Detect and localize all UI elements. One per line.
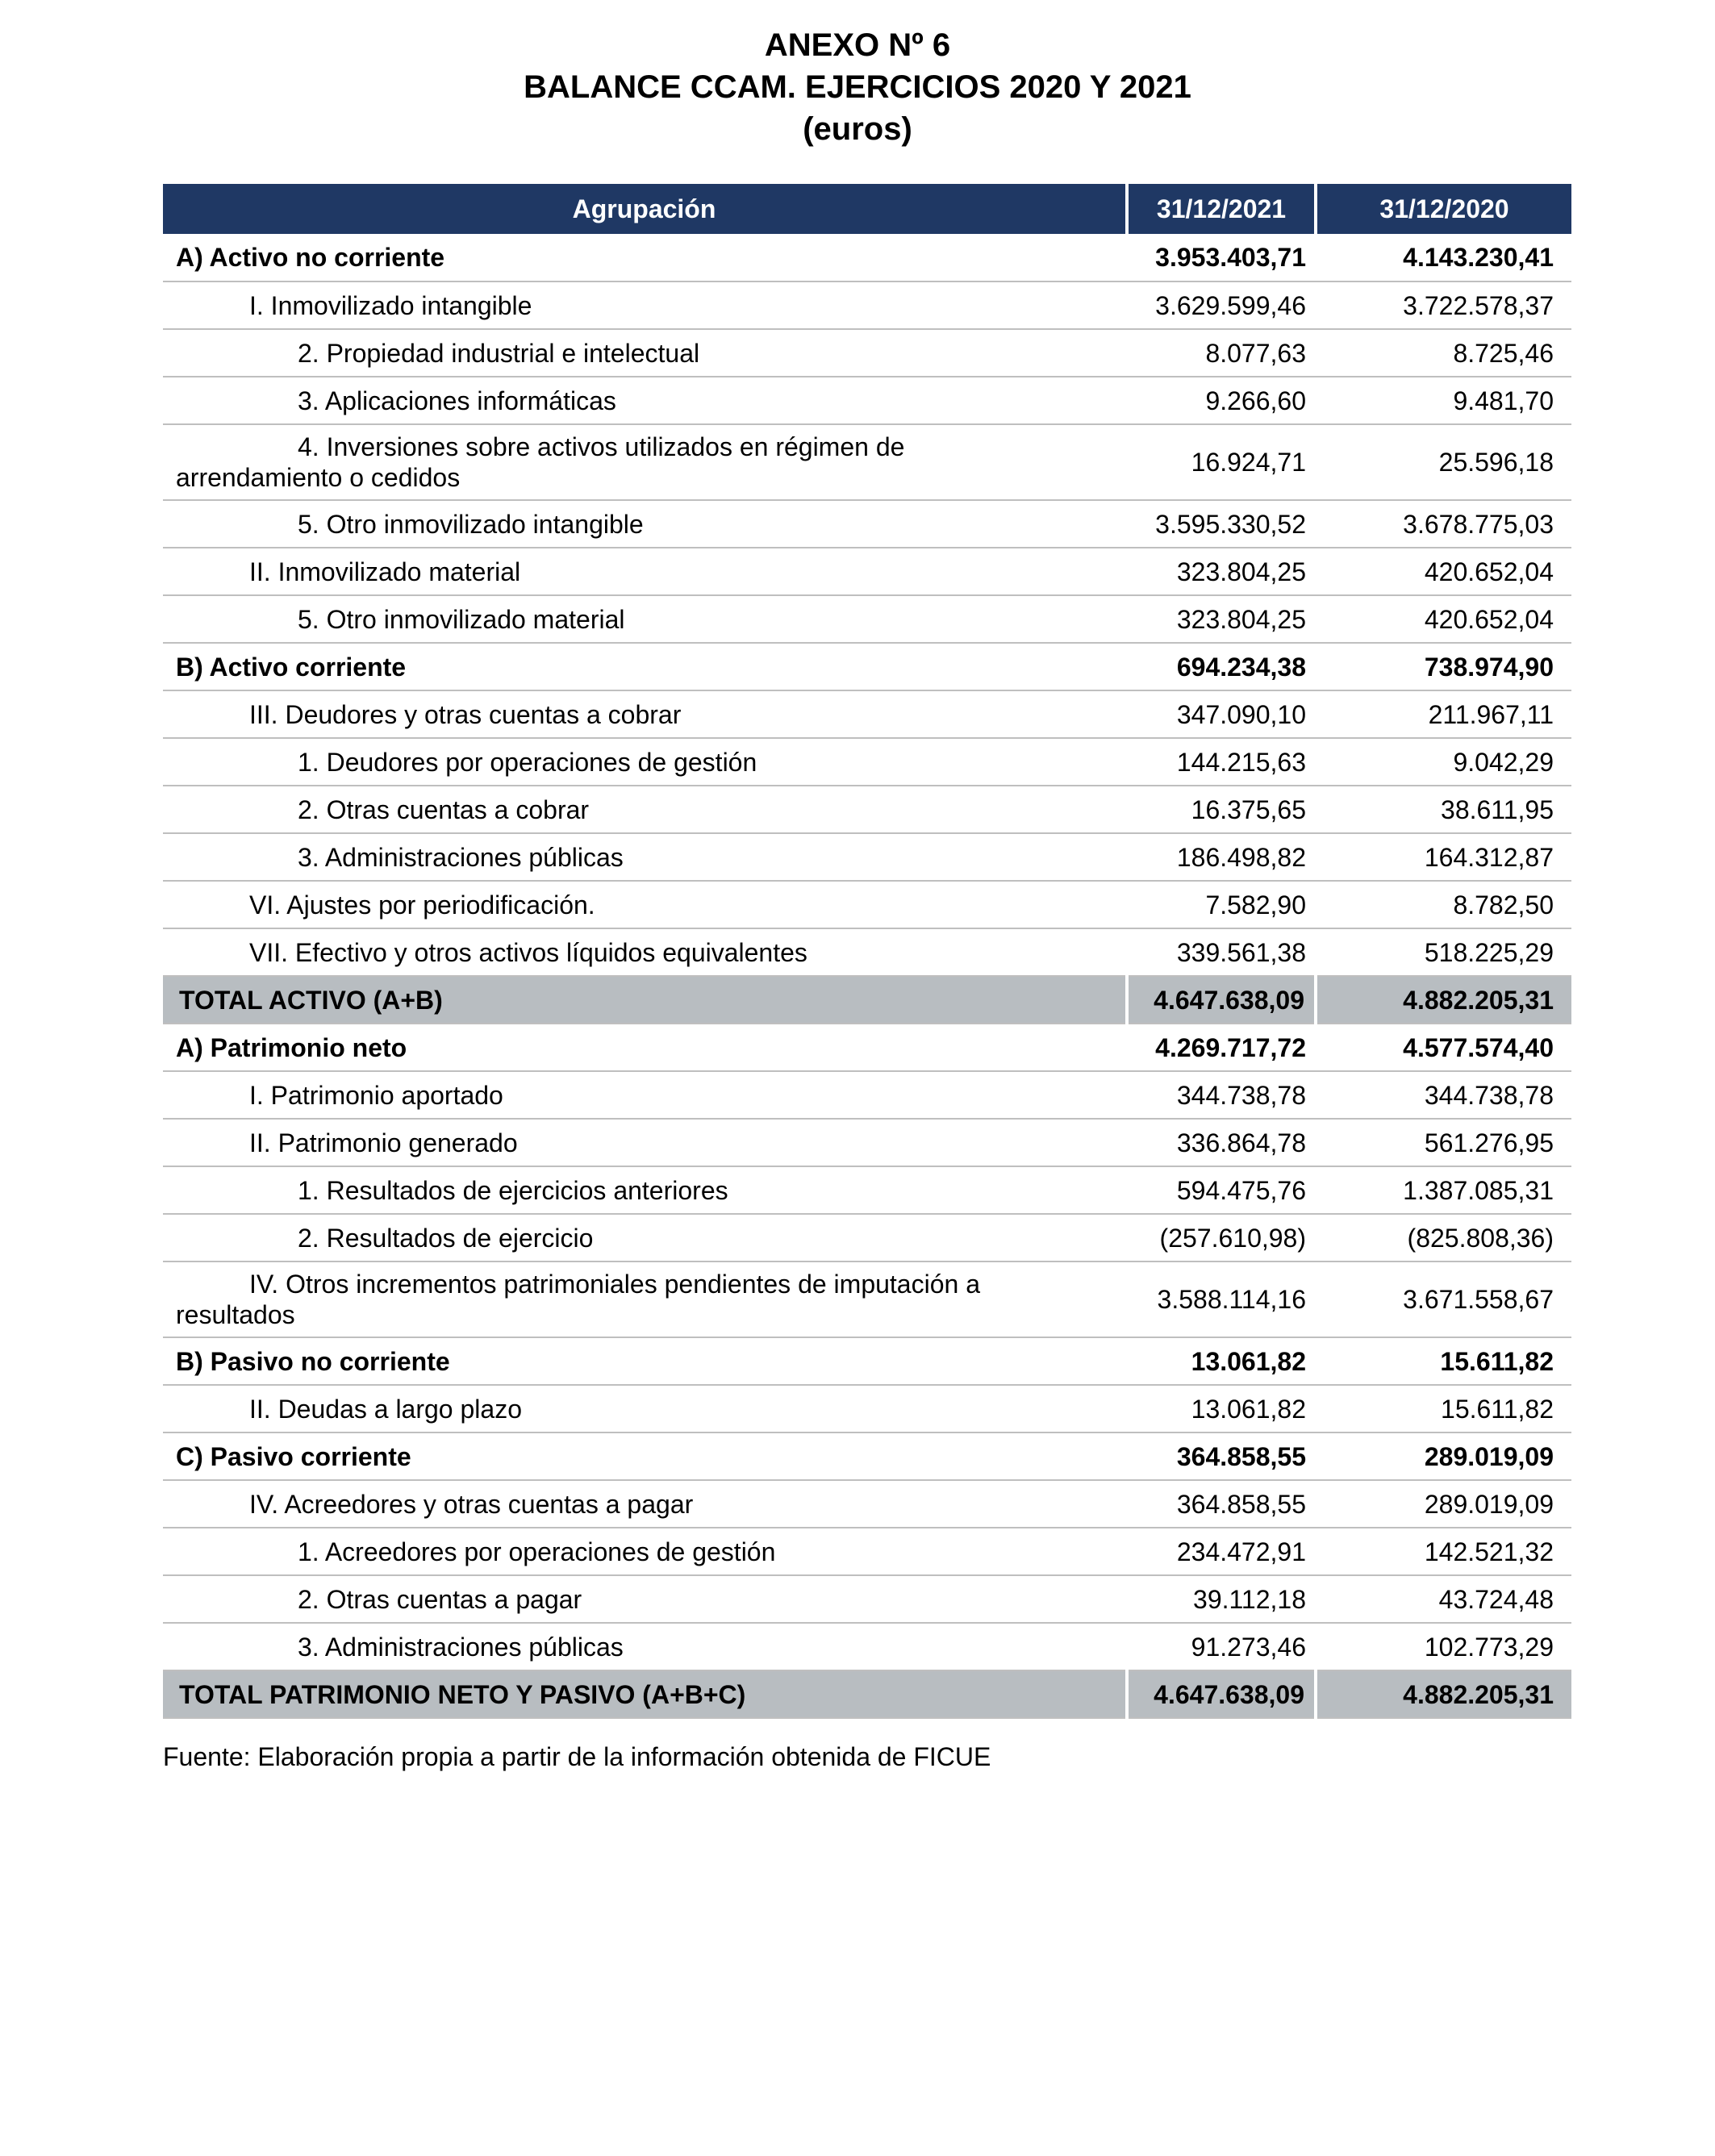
row-value-2020: 1.387.085,31 xyxy=(1403,1175,1554,1205)
row-value-2020: 4.143.230,41 xyxy=(1403,243,1554,272)
row-label: VI. Ajustes por periodificación. xyxy=(249,890,595,920)
row-label: A) Activo no corriente xyxy=(176,243,445,272)
row-value-2020: 9.042,29 xyxy=(1453,747,1554,777)
row-label: A) Patrimonio neto xyxy=(176,1032,407,1062)
balance-table xyxy=(163,184,1571,1719)
row-value-2021: 344.738,78 xyxy=(1176,1080,1306,1110)
source-note: Fuente: Elaboración propia a partir de la información obtenida de FICUE xyxy=(163,1742,991,1771)
row-label: 4. Inversiones sobre activos utilizados en régimen de arrendamiento o cedidos xyxy=(176,432,905,492)
table-row xyxy=(163,1024,1571,1071)
table-row xyxy=(163,1528,1571,1575)
table-row xyxy=(163,976,1571,1024)
row-label: 5. Otro inmovilizado material xyxy=(298,604,625,634)
title-line-balance: BALANCE CCAM. EJERCICIOS 2020 Y 2021 xyxy=(524,69,1191,105)
row-value-2021: 4.269.717,72 xyxy=(1155,1032,1306,1062)
row-value-2021: 364.858,55 xyxy=(1176,1489,1306,1519)
table-row xyxy=(163,377,1571,424)
row-value-2020: 3.671.558,67 xyxy=(1403,1285,1554,1314)
table-row xyxy=(163,1480,1571,1528)
table-row xyxy=(163,1166,1571,1214)
row-value-2020: 8.725,46 xyxy=(1453,338,1554,368)
row-value-2020: 8.782,50 xyxy=(1453,890,1554,920)
row-value-2021: 13.061,82 xyxy=(1191,1346,1306,1376)
row-value-2020: 738.974,90 xyxy=(1424,652,1554,682)
row-label: VII. Efectivo y otros activos líquidos equivalentes xyxy=(249,937,807,967)
document-title xyxy=(0,24,1715,150)
table-row xyxy=(163,548,1571,595)
row-value-2021: 91.273,46 xyxy=(1191,1632,1306,1662)
table-row xyxy=(163,786,1571,833)
row-value-2021: 3.588.114,16 xyxy=(1157,1285,1306,1314)
row-label: IV. Otros incrementos patrimoniales pendientes de imputación a resultados xyxy=(176,1270,980,1329)
row-label: IV. Acreedores y otras cuentas a pagar xyxy=(249,1489,694,1519)
row-label: II. Patrimonio generado xyxy=(249,1128,518,1157)
row-label: B) Activo corriente xyxy=(176,652,407,682)
row-value-2021: 339.561,38 xyxy=(1176,937,1306,967)
row-value-2021: 364.858,55 xyxy=(1176,1441,1306,1471)
column-header-2020: 31/12/2020 xyxy=(1316,184,1571,234)
table-row xyxy=(163,1432,1571,1480)
row-value-2021: 39.112,18 xyxy=(1193,1584,1306,1614)
row-value-2021: 7.582,90 xyxy=(1205,890,1306,920)
row-value-2021: 8.077,63 xyxy=(1205,338,1306,368)
table-row xyxy=(163,833,1571,881)
row-value-2020: 38.611,95 xyxy=(1441,794,1554,824)
row-label: 3. Administraciones públicas xyxy=(298,842,624,872)
row-value-2021: 3.595.330,52 xyxy=(1155,509,1306,539)
row-value-2021: 3.629.599,46 xyxy=(1155,290,1306,320)
row-value-2020: 25.596,18 xyxy=(1438,448,1554,477)
row-value-2021: 16.924,71 xyxy=(1191,448,1306,477)
table-row xyxy=(163,1623,1571,1670)
table-row xyxy=(163,690,1571,738)
column-header-2021: 31/12/2021 xyxy=(1127,184,1316,234)
table-row xyxy=(163,234,1571,281)
row-value-2021: 694.234,38 xyxy=(1176,652,1306,682)
row-value-2020: 3.722.578,37 xyxy=(1403,290,1554,320)
table-row xyxy=(163,500,1571,548)
row-label: 2. Resultados de ejercicio xyxy=(298,1223,594,1253)
row-label: TOTAL ACTIVO (A+B) xyxy=(163,976,1127,1024)
row-label: 5. Otro inmovilizado intangible xyxy=(298,509,644,539)
row-label: 3. Administraciones públicas xyxy=(298,1632,624,1662)
row-label: 2. Otras cuentas a cobrar xyxy=(298,794,590,824)
row-value-2020: (825.808,36) xyxy=(1407,1223,1554,1253)
table-header-row xyxy=(163,184,1571,234)
row-value-2020: 15.611,82 xyxy=(1441,1394,1554,1424)
row-value-2020: 420.652,04 xyxy=(1424,557,1554,586)
row-label: 1. Deudores por operaciones de gestión xyxy=(298,747,757,777)
row-value-2021: (257.610,98) xyxy=(1159,1223,1306,1253)
row-value-2021: 594.475,76 xyxy=(1176,1175,1306,1205)
table-row xyxy=(163,1337,1571,1385)
row-label: 3. Aplicaciones informáticas xyxy=(298,386,616,415)
title-line-currency: (euros) xyxy=(803,111,912,147)
row-label: C) Pasivo corriente xyxy=(176,1441,411,1471)
row-label: 2. Propiedad industrial e intelectual xyxy=(298,338,700,368)
row-label: I. Inmovilizado intangible xyxy=(249,290,532,320)
row-value-2020: 164.312,87 xyxy=(1424,842,1554,872)
row-value-2020: 4.577.574,40 xyxy=(1403,1032,1554,1062)
table-row xyxy=(163,881,1571,928)
row-label: III. Deudores y otras cuentas a cobrar xyxy=(249,699,682,729)
row-label: I. Patrimonio aportado xyxy=(249,1080,503,1110)
table-row xyxy=(163,1575,1571,1623)
row-value-2020: 420.652,04 xyxy=(1424,604,1554,634)
table-row xyxy=(163,643,1571,690)
table-row xyxy=(163,1261,1571,1337)
row-value-2020: 518.225,29 xyxy=(1424,937,1554,967)
row-value-2020: 289.019,09 xyxy=(1424,1489,1554,1519)
table-row xyxy=(163,329,1571,377)
row-label: II. Deudas a largo plazo xyxy=(249,1394,522,1424)
column-header-agrupacion: Agrupación xyxy=(163,184,1127,234)
table-row xyxy=(163,1071,1571,1119)
row-label: 1. Resultados de ejercicios anteriores xyxy=(298,1175,728,1205)
row-value-2020: 15.611,82 xyxy=(1440,1346,1554,1376)
table-row xyxy=(163,595,1571,643)
row-label: TOTAL PATRIMONIO NETO Y PASIVO (A+B+C) xyxy=(163,1670,1127,1718)
row-value-2020: 344.738,78 xyxy=(1424,1080,1554,1110)
row-value-2020: 43.724,48 xyxy=(1438,1584,1554,1614)
row-value-2021: 3.953.403,71 xyxy=(1155,243,1306,272)
row-value-2020: 142.521,32 xyxy=(1424,1537,1554,1566)
row-label: 2. Otras cuentas a pagar xyxy=(298,1584,582,1614)
row-value-2021: 323.804,25 xyxy=(1176,604,1306,634)
row-value-2020: 561.276,95 xyxy=(1424,1128,1554,1157)
table-row xyxy=(163,1670,1571,1718)
table-row xyxy=(163,928,1571,976)
row-value-2021: 13.061,82 xyxy=(1191,1394,1306,1424)
row-value-2021: 9.266,60 xyxy=(1205,386,1306,415)
row-value-2020: 9.481,70 xyxy=(1453,386,1554,415)
row-value-2021: 323.804,25 xyxy=(1176,557,1306,586)
row-value-2020: 102.773,29 xyxy=(1424,1632,1554,1662)
row-value-2021: 16.375,65 xyxy=(1191,794,1306,824)
row-value-2021: 4.647.638,09 xyxy=(1127,976,1316,1024)
row-value-2021: 186.498,82 xyxy=(1176,842,1306,872)
row-label: B) Pasivo no corriente xyxy=(176,1346,450,1376)
row-label: 1. Acreedores por operaciones de gestión xyxy=(298,1537,776,1566)
row-value-2020: 211.967,11 xyxy=(1428,699,1554,729)
row-value-2020: 289.019,09 xyxy=(1424,1441,1554,1471)
row-value-2021: 234.472,91 xyxy=(1176,1537,1306,1566)
row-value-2021: 347.090,10 xyxy=(1176,699,1306,729)
row-value-2021: 144.215,63 xyxy=(1176,747,1306,777)
table-row xyxy=(163,1119,1571,1166)
row-value-2021: 336.864,78 xyxy=(1176,1128,1306,1157)
title-line-annex: ANEXO Nº 6 xyxy=(764,27,951,63)
row-value-2020: 4.882.205,31 xyxy=(1316,976,1571,1024)
table-row xyxy=(163,738,1571,786)
table-row xyxy=(163,281,1571,329)
row-value-2021: 4.647.638,09 xyxy=(1127,1670,1316,1718)
row-value-2020: 4.882.205,31 xyxy=(1316,1670,1571,1718)
table-row xyxy=(163,1385,1571,1432)
row-value-2020: 3.678.775,03 xyxy=(1403,509,1554,539)
table-row xyxy=(163,424,1571,500)
table-row xyxy=(163,1214,1571,1261)
row-label: II. Inmovilizado material xyxy=(249,557,521,586)
